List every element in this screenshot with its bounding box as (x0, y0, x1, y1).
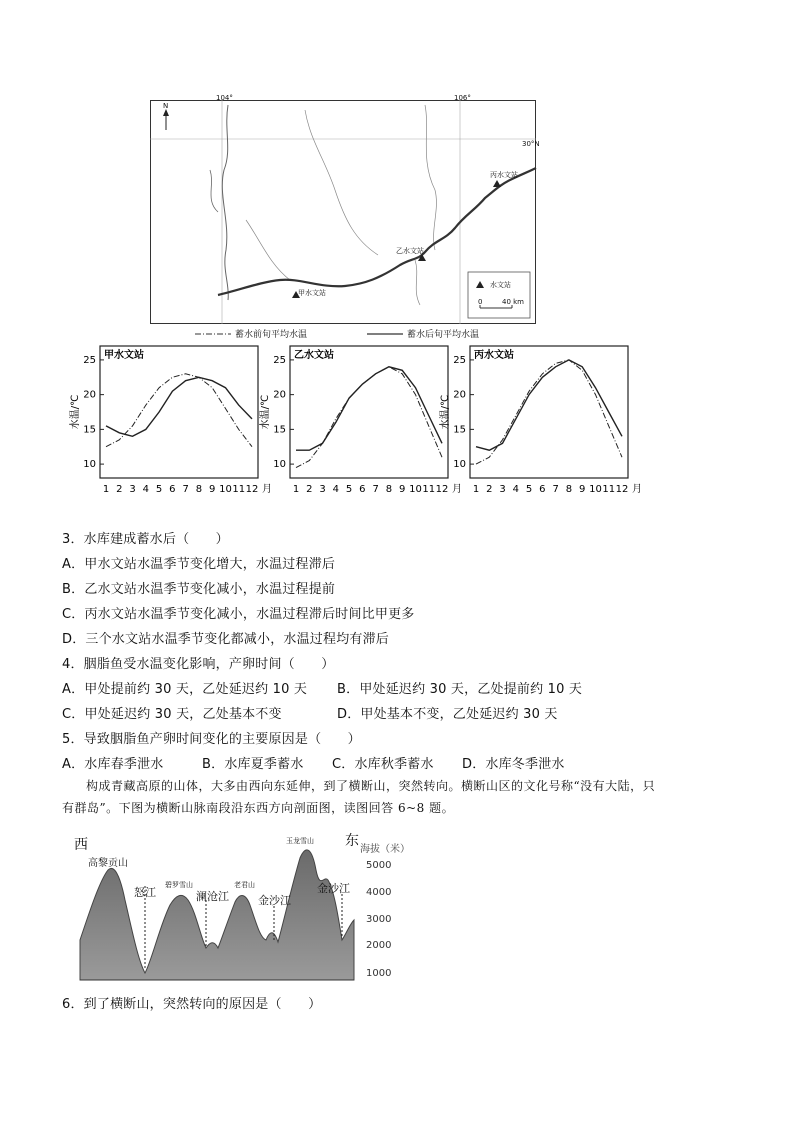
river-lancangjiang: 澜沧江 (196, 890, 229, 903)
x-tick-label: 7 (552, 484, 559, 495)
x-tick-label: 4 (512, 484, 520, 495)
x-tick-label: 7 (372, 484, 379, 495)
passage (62, 775, 742, 819)
x-tick-label: 2 (116, 484, 123, 495)
x-tick-label: 10 (589, 484, 602, 495)
y-tick-label: 25 (453, 354, 466, 366)
x-tick-label: 9 (578, 484, 586, 495)
water-temp-charts (70, 340, 640, 525)
question-4-option-b: B．甲处延迟约 30 天，乙处提前约 10 天 (337, 682, 583, 697)
river-nujiang: 怒江 (134, 886, 156, 899)
question-5: 5．导致胭脂鱼产卵时间变化的主要原因是（ ） (62, 732, 361, 747)
elev-tick-1000: 1000 (366, 968, 392, 979)
x-tick-label: 3 (319, 484, 326, 495)
passage-line-2: 有群岛”。下图为横断山脉南段沿东西方向剖面图，读图回答 6~8 题。 (62, 801, 455, 815)
y-tick-label: 15 (273, 424, 286, 436)
river-map-svg (150, 100, 536, 324)
question-4-option-c: C．甲处延迟约 30 天，乙处基本不变 (62, 707, 282, 722)
x-tick-label: 8 (565, 484, 573, 495)
legend-before-label: 蓄水前旬平均水温 (235, 330, 308, 340)
west-label: 西 (74, 837, 88, 853)
elev-tick-3000: 3000 (366, 914, 392, 925)
question-3-option-a: A．甲水文站水温季节变化增大，水温过程滞后 (62, 557, 336, 572)
x-tick-label: 5 (525, 484, 533, 495)
chart-frame (290, 346, 448, 478)
legend-dashdot-line (195, 332, 231, 336)
north-label: N (163, 102, 169, 110)
x-tick-label: 9 (398, 484, 406, 495)
x-tick-label: 3 (129, 484, 136, 495)
x-tick-label: 7 (182, 484, 189, 495)
peak-laojun: 老君山 (234, 881, 255, 889)
chart-legend (195, 327, 535, 341)
x-tick-label: 9 (208, 484, 216, 495)
question-3-option-c: C．丙水文站水温季节变化减小，水温过程滞后时间比甲更多 (62, 607, 415, 622)
scale-zero-label: 0 (478, 298, 483, 306)
peak-gaoligong: 高黎贡山 (88, 858, 128, 869)
x-tick-label: 12 (435, 484, 449, 495)
x-tick-label: 3 (499, 484, 506, 495)
y-tick-label: 20 (273, 389, 286, 401)
station-label-bing: 丙水文站 (490, 171, 518, 179)
x-tick-label: 6 (539, 484, 546, 495)
x-tick-label: 1 (472, 484, 480, 495)
question-3-option-b: B．乙水文站水温季节变化减小，水温过程提前 (62, 582, 336, 597)
hengduan-profile (70, 830, 410, 985)
x-tick-label: 4 (332, 484, 340, 495)
x-tick-label: 11 (422, 484, 436, 495)
chart-panel-3 (435, 346, 642, 495)
east-label: 东 (345, 833, 359, 849)
x-tick-label: 1 (102, 484, 110, 495)
x-tick-label: 2 (486, 484, 493, 495)
question-5-option-d: D．水库冬季泄水 (462, 757, 565, 772)
question-4: 4．胭脂鱼受水温变化影响，产卵时间（ ） (62, 657, 335, 672)
question-4-option-d: D．甲处基本不变，乙处延迟约 30 天 (337, 707, 558, 722)
x-tick-label: 12 (615, 484, 629, 495)
x-axis-label: 月 (262, 484, 272, 495)
x-tick-label: 2 (306, 484, 313, 495)
lon-label-104: 104° (216, 94, 233, 102)
x-tick-label: 4 (142, 484, 150, 495)
y-tick-label: 10 (273, 459, 286, 471)
x-tick-label: 1 (292, 484, 300, 495)
question-5-option-c: C．水库秋季蓄水 (332, 757, 434, 772)
elev-tick-4000: 4000 (366, 887, 392, 898)
y-tick-label: 10 (83, 459, 96, 471)
y-tick-label: 20 (453, 389, 466, 401)
question-3-option-d: D．三个水文站水温季节变化都减小，水温过程均有滞后 (62, 632, 390, 647)
elev-tick-2000: 2000 (366, 940, 392, 951)
river-jinshajiang-1: 金沙江 (258, 894, 291, 907)
legend-solid-line (367, 332, 403, 336)
x-tick-label: 5 (155, 484, 163, 495)
y-axis-label: 水温/℃ (260, 394, 271, 430)
x-tick-label: 8 (195, 484, 203, 495)
legend-after-label: 蓄水后旬平均水温 (407, 330, 480, 340)
question-3: 3．水库建成蓄水后（ ） (62, 532, 229, 547)
y-tick-label: 15 (83, 424, 96, 436)
river-jinshajiang-2: 金沙江 (317, 882, 350, 895)
x-tick-label: 11 (232, 484, 246, 495)
x-tick-label: 10 (409, 484, 422, 495)
x-tick-label: 8 (385, 484, 393, 495)
chart-frame (100, 346, 258, 478)
profile-terrain (80, 850, 354, 980)
lat-label: 30°N (522, 140, 540, 148)
x-tick-label: 10 (219, 484, 232, 495)
chart-title: 丙水文站 (474, 350, 514, 361)
chart-title: 乙水文站 (294, 350, 334, 361)
x-tick-label: 5 (345, 484, 353, 495)
peak-biluo: 碧罗雪山 (165, 881, 193, 889)
question-5-option-b: B．水库夏季蓄水 (202, 757, 304, 772)
chart-title: 甲水文站 (104, 350, 144, 361)
chart-panel-2 (258, 346, 462, 495)
river-map (150, 94, 540, 324)
chart-frame (470, 346, 628, 478)
x-tick-label: 11 (602, 484, 616, 495)
x-axis-label: 月 (452, 484, 462, 495)
passage-line-1: 构成青藏高原的山体，大多由西向东延伸，到了横断山，突然转向。横断山区的文化号称“没有大陆，只 (86, 779, 656, 793)
question-6: 6．到了横断山，突然转向的原因是（ ） (62, 997, 322, 1012)
y-axis-label: 水温/℃ (440, 394, 451, 430)
map-legend-box (468, 272, 530, 318)
x-tick-label: 12 (245, 484, 259, 495)
y-tick-label: 10 (453, 459, 466, 471)
legend-station-label: 水文站 (490, 281, 511, 289)
x-axis-label: 月 (632, 484, 642, 495)
x-tick-label: 6 (169, 484, 176, 495)
station-label-jia: 甲水文站 (298, 289, 326, 297)
elev-tick-5000: 5000 (366, 860, 392, 871)
chart-panel-1 (68, 346, 272, 495)
question-5-option-a: A．水库春季泄水 (62, 757, 164, 772)
y-tick-label: 15 (453, 424, 466, 436)
x-tick-label: 6 (359, 484, 366, 495)
question-4-option-a: A．甲处提前约 30 天，乙处延迟约 10 天 (62, 682, 308, 697)
y-tick-label: 25 (273, 354, 286, 366)
y-tick-label: 20 (83, 389, 96, 401)
lon-label-106: 106° (454, 94, 471, 102)
y-axis-label: 水温/℃ (70, 394, 81, 430)
elevation-axis-label: 海拔（米） (360, 844, 410, 855)
y-tick-label: 25 (83, 354, 96, 366)
peak-yulong: 玉龙雪山 (286, 837, 314, 845)
station-label-yi: 乙水文站 (396, 247, 424, 255)
scale-km-label: 40 km (502, 298, 525, 306)
